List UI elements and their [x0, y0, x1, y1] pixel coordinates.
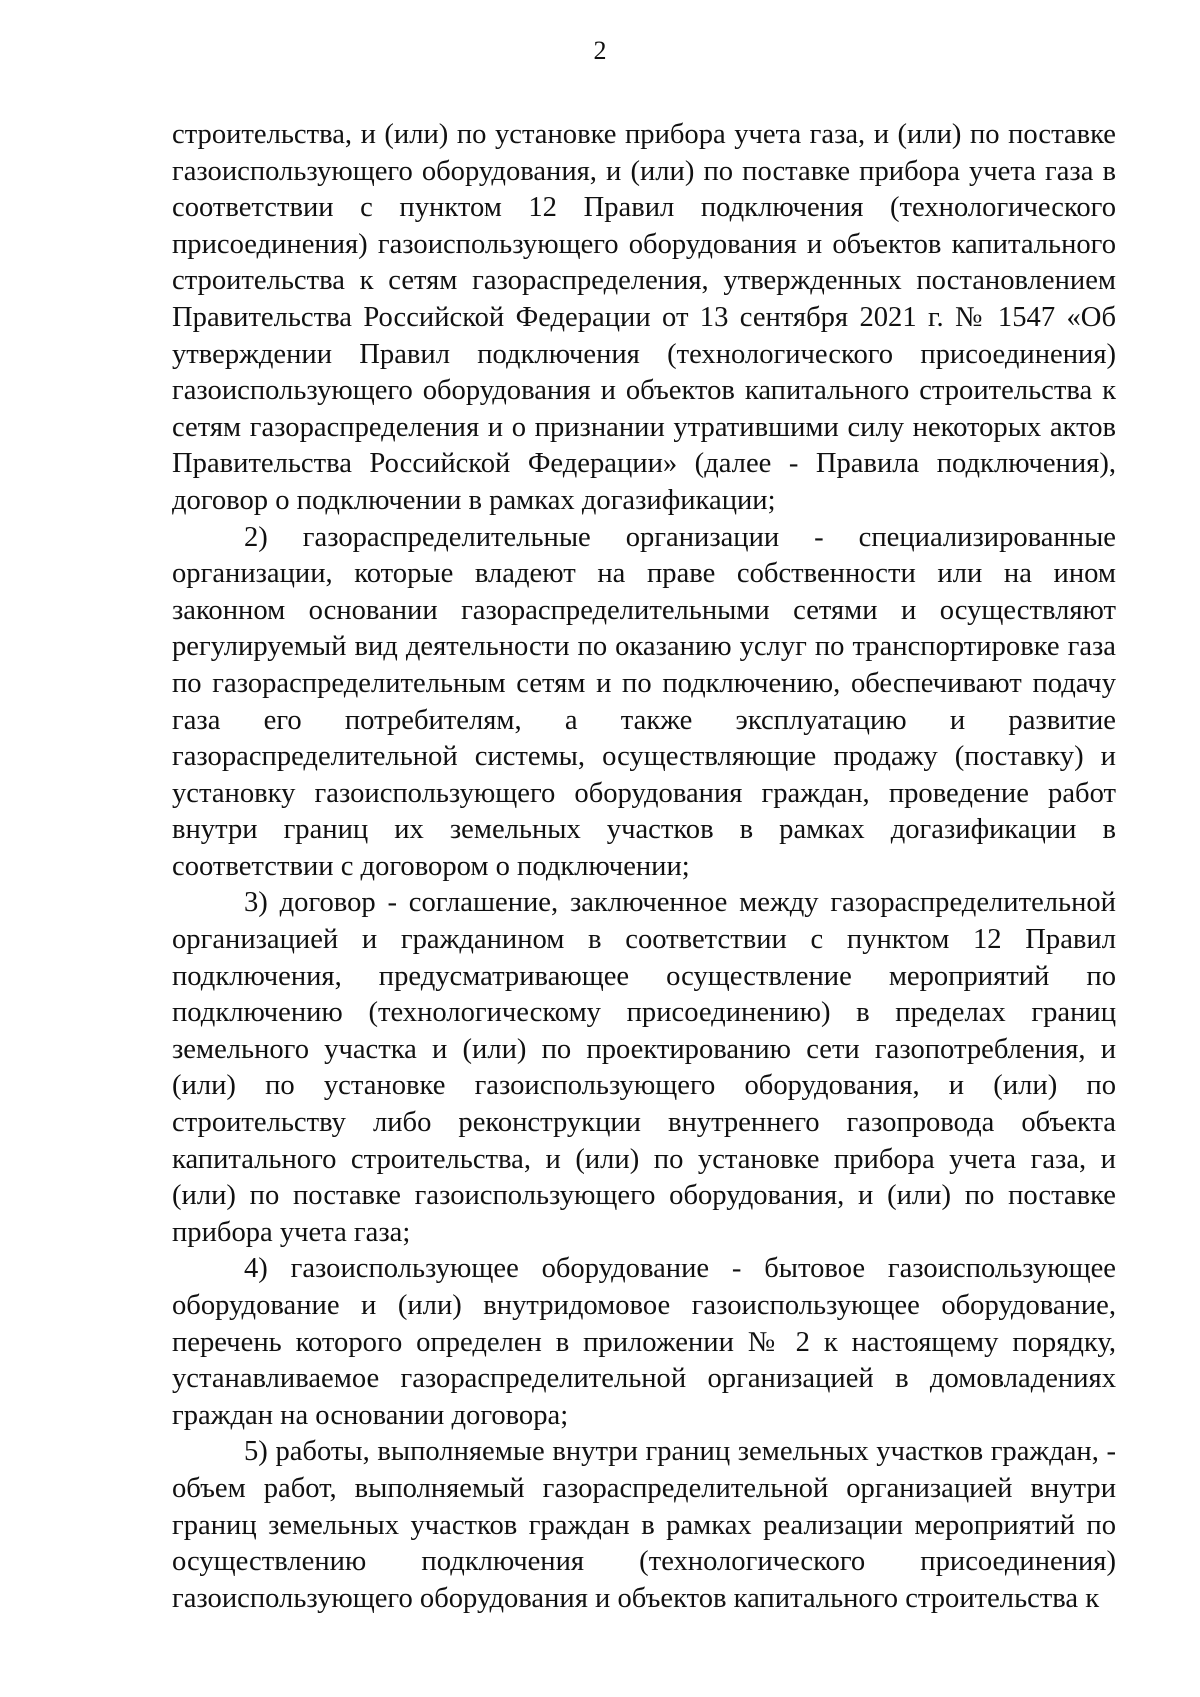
paragraph-intro-continuation: строительства, и (или) по установке прибора учета газа, и (или) по поставке газоиспользующего оборудования, и (или) по поставке прибора учета газа в соответствии с пунктом 12 Правил подключения (технологического присоединения) газоиспользующего оборудования и объектов капитального строительства к сетям газораспределения, утвержденных постановлением Правительства Российской Федерации от 13 сентября 2021 г. № 1547 «Об утверждении Правил подключения (технологического присоединения) газоиспользующего оборудования и объектов капитального строительства к сетям газораспределения и о признании утратившими силу некоторых актов Правительства Российской Федерации» (далее - Правила подключения), договор о подключении в рамках догазификации; — [172, 119, 1116, 516]
page-number: 2 — [593, 36, 607, 65]
paragraph-item-5: 5) работы, выполняемые внутри границ земельных участков граждан, - объем работ, выполняемый газораспределительной организацией внутри границ земельных участков граждан в рамках реализации мероприятий по осуществлению подключения (технологического присоединения) газоиспользующего оборудования и объектов капитального строительства к — [172, 1436, 1116, 1614]
paragraph-item-4: 4) газоиспользующее оборудование - бытовое газоиспользующее оборудование и (или) внутридомовое газоиспользующее оборудование, перечень которого определен в приложении № 2 к настоящему порядку, устанавливаемое газораспределительной организацией в домовладениях граждан на основании договора; — [172, 1253, 1116, 1431]
paragraph-item-3: 3) договор - соглашение, заключенное между газораспределительной организацией и гражданином в соответствии с пунктом 12 Правил подключения, предусматривающее осуществление мероприятий по подключению (технологическому присоединению) в пределах границ земельного участка и (или) по проектированию сети газопотребления, и (или) по установке газоиспользующего оборудования, и (или) по строительству либо реконструкции внутреннего газопровода объекта капитального строительства, и (или) по установке прибора учета газа, и (или) по поставке газоиспользующего оборудования, и (или) по поставке прибора учета газа; — [172, 887, 1116, 1248]
document-body — [172, 117, 1116, 1617]
paragraph-item-2: 2) газораспределительные организации - специализированные организации, которые владеют на праве собственности или на ином законном основании газораспределительными сетями и осуществляют регулируемый вид деятельности по оказанию услуг по транспортировке газа по газораспределительным сетям и по подключению, обеспечивают подачу газа его потребителям, а также эксплуатацию и развитие газораспределительной системы, осуществляющие продажу (поставку) и установку газоиспользующего оборудования граждан, проведение работ внутри границ их земельных участков в рамках догазификации в соответствии с договором о подключении; — [172, 521, 1116, 882]
